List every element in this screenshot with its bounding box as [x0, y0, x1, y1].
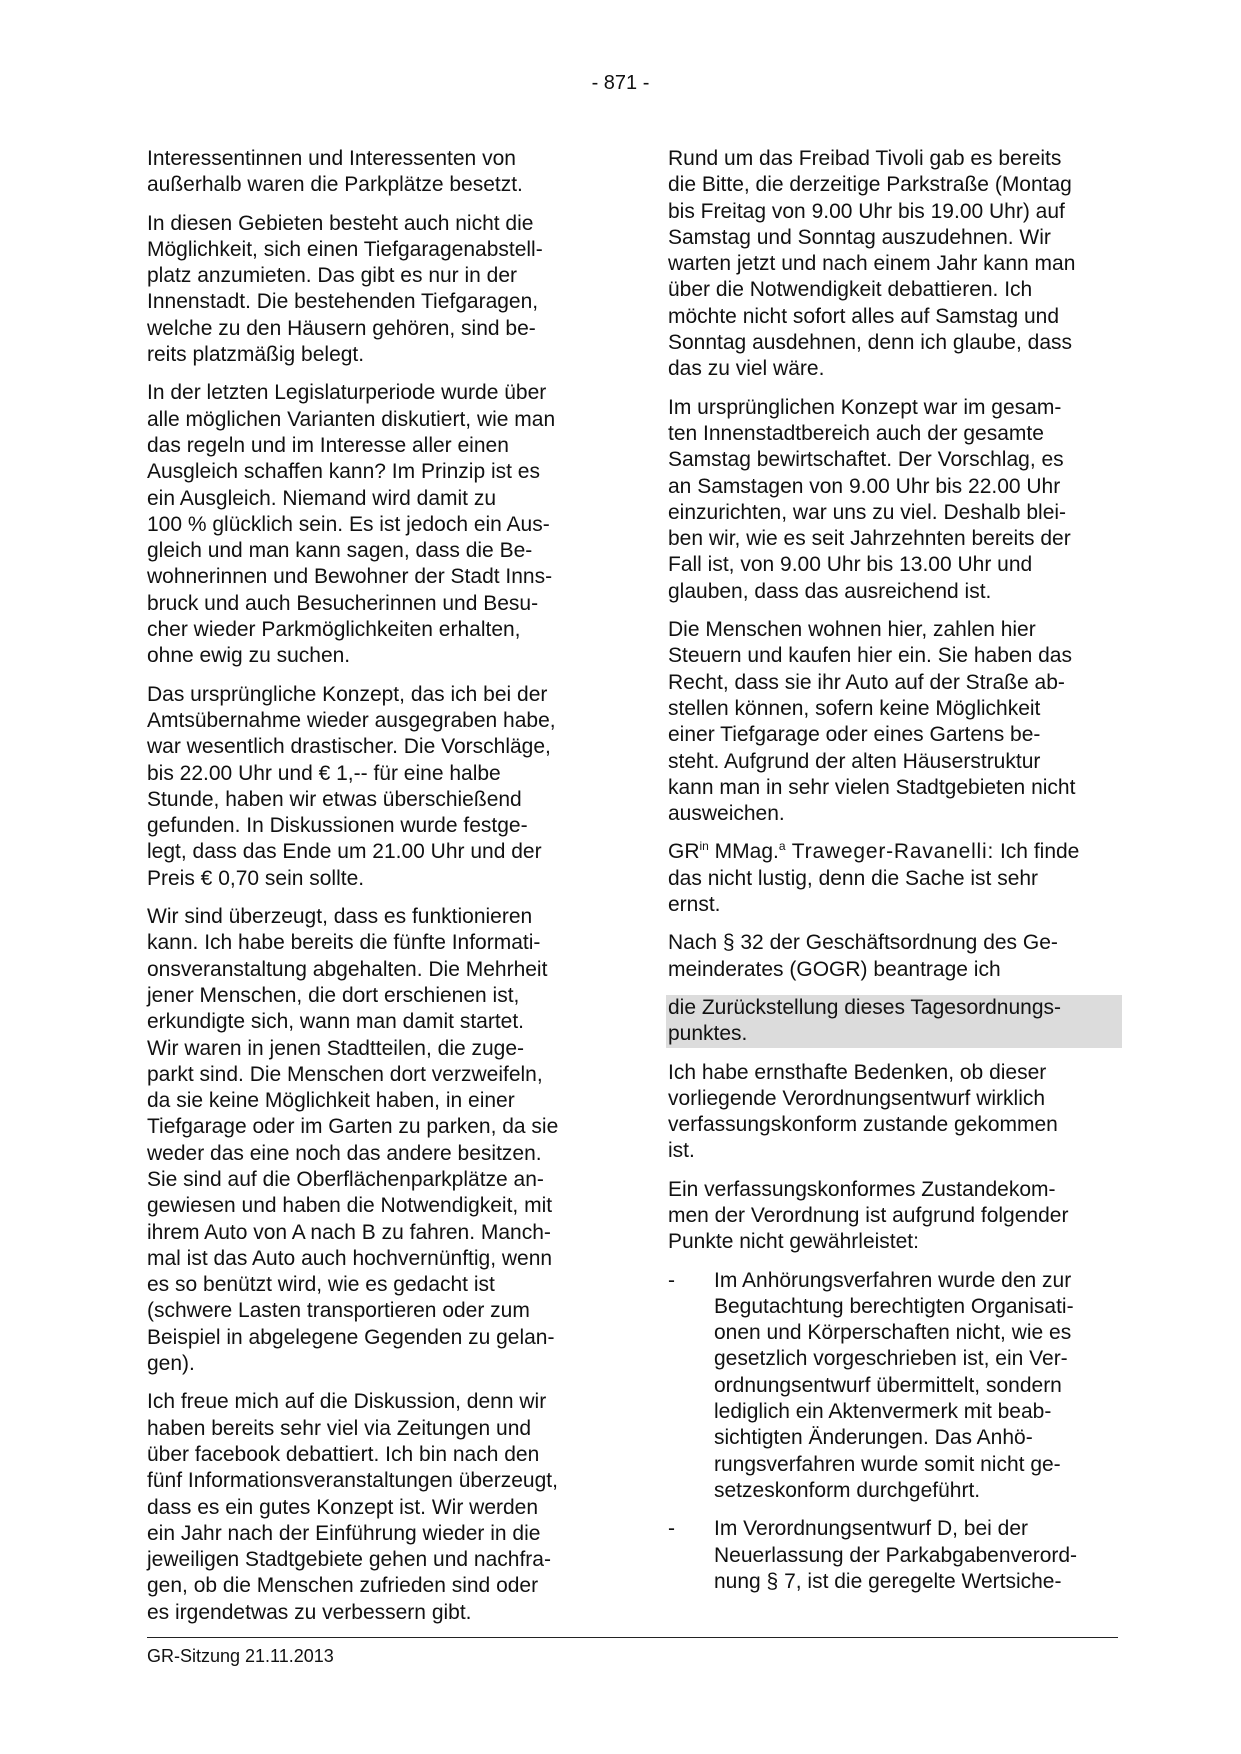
speaker-title: MMag.: [708, 840, 779, 864]
paragraph: Ich habe ernsthafte Bedenken, ob dieser vorliegende Verordnungsentwurf wirklich verfassungskonform zustande gekommen ist.: [668, 1060, 1058, 1163]
paragraph: Interessentinnen und Interessenten von außerhalb waren die Parkplätze besetzt.: [147, 147, 523, 197]
paragraph: Ein verfassungskonformes Zustandekom- men der Verordnung ist aufgrund folgender Punkte nicht gewährleistet:: [668, 1177, 1069, 1254]
speaker-prefix-sup: in: [699, 839, 709, 854]
speaker-prefix: GR: [668, 840, 700, 864]
paragraph: Das ursprüngliche Konzept, das ich bei der Amtsübernahme wieder ausgegraben habe, war wesentlich drastischer. Die Vorschläge, bis 22.00 Uhr und € 1,-- für eine halbe Stunde, haben wir etwas überschießend gefunden. In Diskussionen wurde festge- legt, dass das Ende um 21.00 Uhr und der Preis € 0,70 sein sollte.: [147, 682, 556, 890]
speaker-name: Traweger-Ravanelli:: [785, 840, 995, 864]
bullet-marker: -: [668, 1517, 675, 1541]
footer-text: GR-Sitzung 21.11.2013: [147, 1646, 334, 1666]
speaker-title-sup: a: [778, 839, 786, 854]
paragraph: Rund um das Freibad Tivoli gab es bereits die Bitte, die derzeitige Parkstraße (Montag bis Freitag von 9.00 Uhr bis 19.00 Uhr) auf Samstag und Sonntag auszudehnen. Wir warten jetzt und nach einem Jahr kann man über die Notwendigkeit debattieren. Ich möchte nicht sofort alles auf Samstag und Sonntag ausdehnen, denn ich glaube, dass das zu viel wäre.: [668, 147, 1076, 381]
paragraph: Ich freue mich auf die Diskussion, denn wir haben bereits sehr viel via Zeitungen und über facebook debattiert. Ich bin nach den fünf Informationsveranstaltungen überzeugt, dass es ein gutes Konzept ist. Wir werden ein Jahr nach der Einführung wieder in die jeweiligen Stadtgebiete gehen und nachfra- gen, ob die Menschen zufrieden sind oder es irgendetwas zu verbessern gibt.: [147, 1390, 558, 1624]
speaker-text: Ich finde das nicht lustig, denn die Sache ist sehr ernst.: [668, 840, 1080, 917]
speaker-paragraph: [668, 839, 1118, 918]
bullet-item: [668, 1516, 1118, 1595]
motion-highlight: die Zurückstellung dieses Tagesordnungs- punktes.: [666, 995, 1122, 1048]
paragraph: Nach § 32 der Geschäftsordnung des Ge- meinderates (GOGR) beantrage ich: [668, 931, 1058, 981]
right-column: [668, 146, 1118, 1607]
left-column: [147, 146, 607, 1638]
paragraph: In der letzten Legislaturperiode wurde über alle möglichen Varianten diskutiert, wie man das regeln und im Interesse aller einen Ausgleich schaffen kann? Im Prinzip ist es ein Ausgleich. Niemand wird damit zu 100 % glücklich sein. Es ist jedoch ein Aus- gleich und man kann sagen, dass die Be- wohnerinnen und Bewohner der Stadt Inns- bruck und auch Besucherinnen und Besu- cher wieder Parkmöglichkeiten erhalten, ohne ewig zu suchen.: [147, 381, 556, 668]
paragraph: Wir sind überzeugt, dass es funktionieren kann. Ich habe bereits die fünfte Informati- onsveranstaltung abgehalten. Die Mehrheit jener Menschen, die dort erschienen ist, erkundigte sich, wann man damit startet. Wir waren in jenen Stadtteilen, die zuge- parkt sind. Die Menschen dort verzweifeln, da sie keine Möglichkeit haben, in einer Tiefgarage oder im Garten zu parken, da sie weder das eine noch das andere besitzen. Sie sind auf die Oberflächenparkplätze an- gewiesen und haben die Notwendigkeit, mit ihrem Auto von A nach B zu fahren. Manch- mal ist das Auto auch hochvernünftig, wenn es so benützt wird, wie es gedacht ist (schwere Lasten transportieren oder zum Beispiel in abgelegene Gegenden zu gelan- gen).: [147, 905, 559, 1376]
paragraph: Im ursprünglichen Konzept war im gesam- ten Innenstadtbereich auch der gesamte Samstag bewirtschaftet. Der Vorschlag, es an Samstagen von 9.00 Uhr bis 22.00 Uhr einzurichten, war uns zu viel. Deshalb blei- ben wir, wie es seit Jahrzehnten bereits der Fall ist, von 9.00 Uhr bis 13.00 Uhr und glauben, dass das ausreichend ist.: [668, 395, 1071, 603]
paragraph: Die Menschen wohnen hier, zahlen hier Steuern und kaufen hier ein. Sie haben das Recht, dass sie ihr Auto auf der Straße ab- stellen können, sofern keine Möglichkeit einer Tiefgarage oder eines Gartens be- steht. Aufgrund der alten Häuserstruktur kann man in sehr vielen Stadtgebieten nicht ausweichen.: [668, 618, 1076, 826]
footer-rule: [147, 1637, 1118, 1638]
paragraph: In diesen Gebieten besteht auch nicht die Möglichkeit, sich einen Tiefgaragenabstell- platz anzumieten. Das gibt es nur in der Innenstadt. Die bestehenden Tiefgaragen, welche zu den Häusern gehören, sind be- reits platzmäßig belegt.: [147, 211, 543, 367]
bullet-marker: -: [668, 1268, 675, 1292]
bullet-item: [668, 1268, 1118, 1505]
bullet-text: Im Anhörungsverfahren wurde den zur Begutachtung berechtigten Organisati- onen und Körperschaften nicht, wie es gesetzlich vorgeschrieben ist, ein Ver- ordnungsentwurf übermittelt, sondern lediglich ein Aktenvermerk mit beab- sichtigten Änderungen. Das Anhö- rungsverfahren wurde somit nicht ge- setzeskonform durchgeführt.: [714, 1268, 1074, 1502]
bullet-text: Im Verordnungsentwurf D, bei der Neuerlassung der Parkabgabenverord- nung § 7, ist die geregelte Wertsiche-: [714, 1517, 1078, 1593]
page-number: - 871 -: [591, 72, 650, 94]
